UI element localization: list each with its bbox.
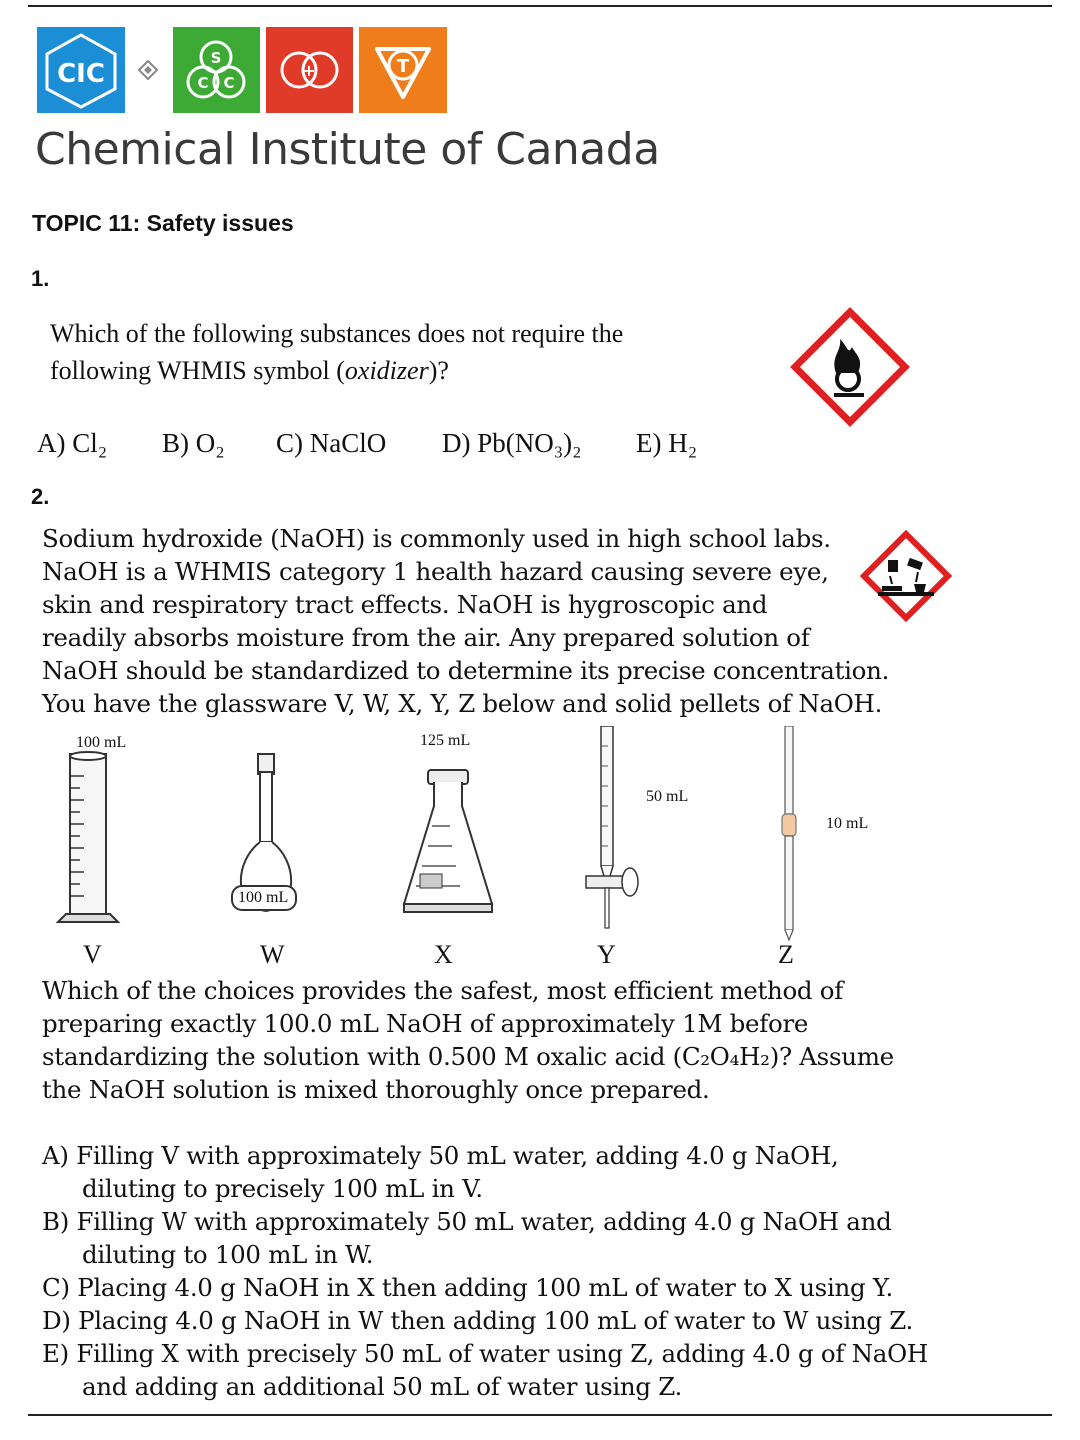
question-1-line-2: following WHMIS symbol (oxidizer)? — [50, 356, 449, 385]
question-line: standardizing the solution with 0.500 M oxalic acid (C₂O₄H₂)? Assume — [42, 1042, 894, 1071]
question-2-question — [42, 974, 894, 1106]
top-rule — [28, 5, 1052, 7]
question-2-number: 2. — [31, 484, 50, 509]
glassware-x-label: X — [434, 940, 453, 969]
answer-a: A) Filling V with approximately 50 mL water, adding 4.0 g NaOH, — [42, 1141, 839, 1170]
topic-title: TOPIC 11: Safety issues — [32, 210, 294, 236]
svg-text:S: S — [210, 49, 222, 67]
answer-b: B) Filling W with approximately 50 mL water, adding 4.0 g NaOH and — [42, 1207, 892, 1236]
svg-text:C: C — [197, 74, 209, 92]
glassware-z-label: Z — [778, 940, 794, 969]
glassware-y-volume: 50 mL — [646, 788, 689, 805]
question-1-option-b: B) O₂ — [162, 428, 225, 458]
svg-text:C: C — [223, 74, 235, 92]
answer-c: C) Placing 4.0 g NaOH in X then adding 100 mL of water to X using Y. — [42, 1273, 894, 1302]
answer-a-continued: diluting to precisely 100 mL in V. — [82, 1174, 483, 1203]
answer-e-continued: and adding an additional 50 mL of water using Z. — [82, 1372, 683, 1401]
question-1-number: 1. — [31, 266, 50, 291]
glassware-x-volume: 125 mL — [420, 732, 471, 749]
bottom-rule — [28, 1414, 1052, 1416]
answer-b-continued: diluting to 100 mL in W. — [82, 1240, 374, 1269]
glassware-y-label: Y — [597, 940, 616, 969]
csc-logo — [266, 27, 353, 113]
burette-y — [586, 726, 638, 928]
cic-logo-text: CIC — [57, 59, 105, 89]
glassware-w-label: W — [260, 940, 285, 969]
question-line: preparing exactly 100.0 mL NaOH of approximately 1M before — [42, 1009, 809, 1038]
glassware-diagram — [40, 726, 940, 941]
question-1-option-d: D) Pb(NO₃)₂ — [442, 428, 582, 458]
volumetric-flask-w — [232, 754, 296, 911]
cset-logo — [359, 27, 447, 113]
glassware-w-volume: 100 mL — [238, 889, 289, 906]
oxidizer-symbol-icon — [790, 307, 910, 427]
question-2-answers — [42, 1139, 928, 1403]
question-1-line-1: Which of the following substances does not require the — [50, 319, 624, 348]
question-line: Which of the choices provides the safest, most efficient method of — [42, 976, 844, 1005]
glassware-v-label: V — [83, 940, 102, 969]
diamond-separator-icon — [138, 60, 158, 80]
scc-logo — [173, 27, 260, 113]
organization-name: Chemical Institute of Canada — [35, 124, 660, 175]
question-1-option-a: A) Cl₂ — [37, 428, 108, 458]
intro-line: skin and respiratory tract effects. NaOH is hygroscopic and — [42, 590, 768, 619]
intro-line: NaOH should be standardized to determine its precise concentration. — [42, 656, 890, 685]
intro-line: NaOH is a WHMIS category 1 health hazard causing severe eye, — [42, 557, 829, 586]
cic-logo — [37, 27, 125, 113]
question-line: the NaOH solution is mixed thoroughly once prepared. — [42, 1075, 710, 1104]
graduated-cylinder-v — [58, 752, 118, 922]
pipette-z — [782, 726, 796, 940]
answer-d: D) Placing 4.0 g NaOH in W then adding 100 mL of water to W using Z. — [42, 1306, 913, 1335]
erlenmeyer-flask-x — [404, 770, 492, 912]
answer-e: E) Filling X with precisely 50 mL of water using Z, adding 4.0 g of NaOH — [42, 1339, 928, 1368]
question-1-option-e: E) H₂ — [636, 428, 698, 458]
question-1-text — [50, 315, 750, 389]
glassware-z-volume: 10 mL — [826, 815, 869, 832]
corrosive-symbol-icon — [860, 530, 952, 622]
intro-line: Sodium hydroxide (NaOH) is commonly used in high school labs. — [42, 524, 831, 553]
cset-logo-text: T — [396, 56, 410, 77]
glassware-v-volume: 100 mL — [76, 734, 127, 751]
question-1-option-c: C) NaClO — [276, 428, 387, 458]
intro-line: You have the glassware V, W, X, Y, Z below and solid pellets of NaOH. — [42, 689, 883, 718]
intro-line: readily absorbs moisture from the air. Any prepared solution of — [42, 623, 810, 652]
question-2-intro — [42, 522, 889, 720]
svg-text:+: + — [302, 61, 316, 80]
